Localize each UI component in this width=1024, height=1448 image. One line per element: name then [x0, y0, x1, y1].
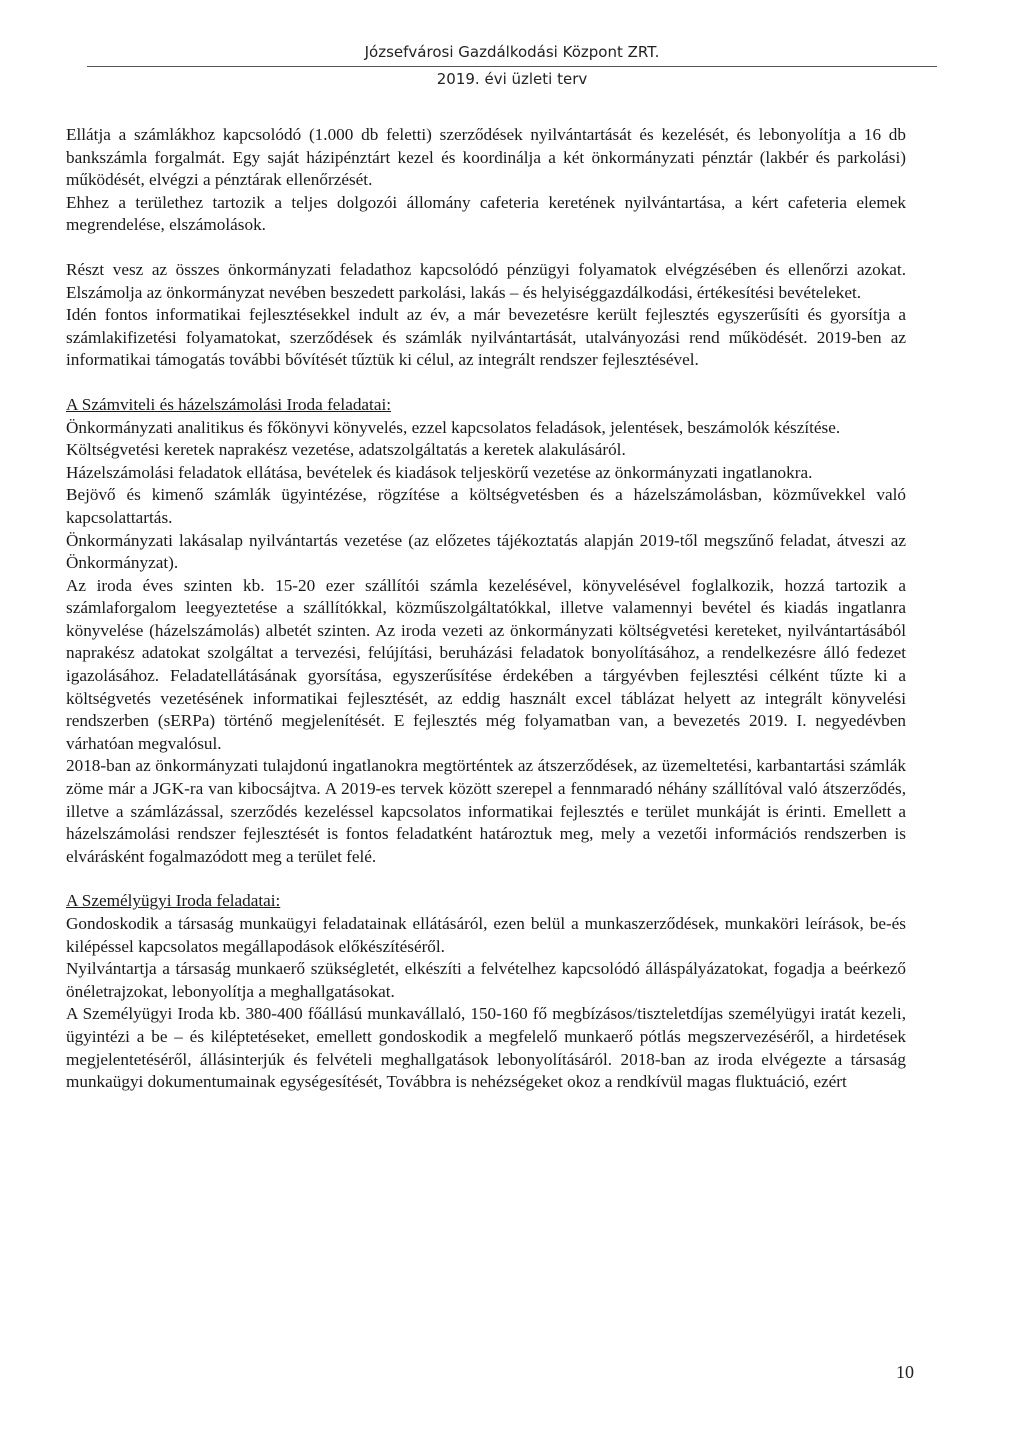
paragraph-gap [66, 237, 906, 259]
document-body [66, 124, 906, 1094]
paragraph: Az iroda éves szinten kb. 15-20 ezer szállítói számla kezelésével, könyvelésével foglalkozik, hozzá tartozik a számlaforgalom leegyeztetése a szállítókkal, közműszolgáltatókkal, illetve valamennyi bevétel és kiadás ingatlanra könyvelése (házelszámolás) albetét szinten. Az iroda vezeti az önkormányzati költségvetési kereteket, nyilvántartásából naprakész adatokat szolgáltat a tervezési, felújítási, beruházási feladatok bonyolításához, a rendelkezésre álló fedezet igazolásához. Feladatellátásának gyorsítása, egyszerűsítése érdekében a tárgyévben fejlesztési célként tűzte ki a költségvetés vezetésének informatikai fejlesztését, az eddig használt excel táblázat helyett az integrált könyvelési rendszerben (sERPa) történő megjelenítését. E fejlesztés még folyamatban van, a bevezetés 2019. I. negyedévben várhatóan megvalósul. [66, 575, 906, 753]
paragraph: Nyilvántartja a társaság munkaerő szükségletét, elkészíti a felvételhez kapcsolódó álláspályázatokat, fogadja a beérkező önéletrajzokat, lebonyolítja a meghallgatásokat. [66, 959, 906, 1001]
paragraph: Gondoskodik a társaság munkaügyi feladatainak ellátásáról, ezen belül a munkaszerződések, munkaköri leírások, be-és kilépéssel kapcsolatos megállapodások előkészítéséről. [66, 914, 906, 956]
paragraph-gap [66, 868, 906, 890]
paragraph: 2018-ban az önkormányzati tulajdonú ingatlanokra megtörténtek az átszerződések, az üzemeltetési, karbantartási számlák zöme már a JGK-ra van kibocsájtva. A 2019-es tervek között szerepel a fennmaradó néhány szállítóval való átszerződés, illetve a számlázással, szerződés kezeléssel kapcsolatos informatikai fejlesztés e terület munkáját is érinti. Emellett a házelszámolási rendszer fejlesztését is fontos feladatként határoztuk meg, mely a vezetői információs rendszerben is elvárásként fogalmazódott meg a terület felé. [66, 756, 906, 866]
paragraph: A Személyügyi Iroda kb. 380-400 főállású munkavállaló, 150-160 fő megbízásos/tiszteletdíjas személyügyi iratát kezeli, ügyintézi a be – és kiléptetéseket, emellett gondoskodik a megfelelő munkaerő pótlás megszervezéséről, a hirdetések megjelentetéséről, állásinterjúk és felvételi meghallgatások lebonyolításáról. 2018-ban az iroda elvégezte a társaság munkaügyi dokumentumainak egységesítését, Továbbra is nehézségeket okoz a rendkívül magas fluktuáció, ezért [66, 1004, 906, 1092]
paragraph: Önkormányzati lakásalap nyilvántartás vezetése (az előzetes tájékoztatás alapján 2019-től megszűnő feladat, átveszi az Önkormányzat). [66, 530, 906, 573]
section-heading-accounting: A Számviteli és házelszámolási Iroda feladatai: [66, 394, 392, 414]
paragraph: Bejövő és kimenő számlák ügyintézése, rögzítése a költségvetésben és a házelszámolásban, közművekkel való kapcsolattartás. [66, 485, 906, 527]
paragraph: Költségvetési keretek naprakész vezetése, adatszolgáltatás a keretek alakulásáról. [66, 440, 626, 460]
paragraph-gap [66, 372, 906, 394]
paragraph: Idén fontos informatikai fejlesztésekkel indult az év, a már bevezetésre került fejlesztés egyszerűsíti és gyorsítja a számlakifizetési folyamatokat, szerződések és számlák nyilvántartását, utalványozási rend működését. 2019-ben az informatikai támogatás további bővítését tűztük ki célul, az integrált rendszer fejlesztésével. [66, 305, 906, 370]
page-number: 10 [896, 1362, 914, 1382]
page-header [0, 42, 1024, 89]
paragraph: Ehhez a területhez tartozik a teljes dolgozói állomány cafeteria keretének nyilvántartása, a kért cafeteria elemek megrendelése, elszámolások. [66, 192, 906, 235]
company-name: Józsefvárosi Gazdálkodási Központ ZRT. [364, 43, 660, 61]
paragraph: Önkormányzati analitikus és főkönyvi könyvelés, ezzel kapcsolatos feladások, jelentések, beszámolók készítése. [66, 417, 841, 437]
paragraph: Részt vesz az összes önkormányzati feladathoz kapcsolódó pénzügyi folyamatok elvégzésében és ellenőrzi azokat. Elszámolja az önkormányzat nevében beszedett parkolási, lakás – és helyiséggazdálkodási, értékesítési bevételeket. [66, 259, 906, 302]
paragraph: Ellátja a számlákhoz kapcsolódó (1.000 db feletti) szerződések nyilvántartását és kezelését, és lebonyolítja a 16 db bankszámla forgalmát. Egy saját házipénztárt kezel és koordinálja a két önkormányzati pénztár (lakbér és parkolási) működését, elvégzi a pénztárak ellenőrzését. [66, 125, 906, 190]
paragraph: Házelszámolási feladatok ellátása, bevételek és kiadások teljeskörű vezetése az önkormányzati ingatlanokra. [66, 462, 813, 482]
header-rule [87, 66, 937, 67]
document-title: 2019. évi üzleti terv [436, 70, 588, 88]
section-heading-hr: A Személyügyi Iroda feladatai: [66, 891, 281, 911]
